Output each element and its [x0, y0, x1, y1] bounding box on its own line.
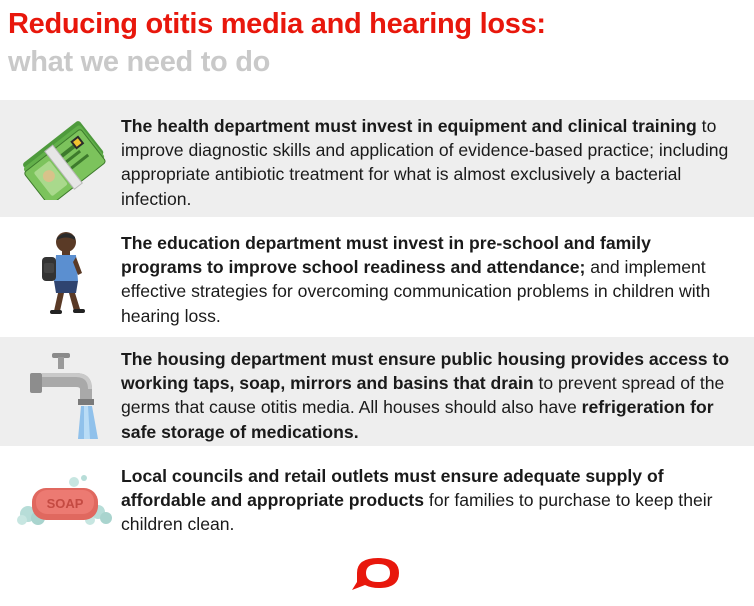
list-item-health — [0, 100, 754, 217]
list-item-councils — [0, 446, 754, 556]
page-subtitle: what we need to do — [8, 46, 271, 78]
list-item-housing — [0, 337, 754, 446]
soap-label: SOAP — [46, 496, 84, 511]
item-text: Local councils and retail outlets must ensure adequate supply of affordable and appropriate products for families to purchase to keep their children clean. — [121, 466, 713, 535]
item-text: The health department must invest in equipment and clinical training to improve diagnostic skills and application of evidence-based practice; including appropriate antibiotic treatment for what is almost exclusively a bacterial infection. — [121, 116, 729, 209]
item-text: The housing department must ensure public housing provides access to working taps, soap, mirrors and basins that drain to prevent spread of the germs that cause otitis media. All houses should also have refrigeration for safe storage of medications. — [121, 349, 730, 442]
the-conversation-logo-icon — [349, 554, 405, 592]
item-text: The education department must invest in pre-school and family programs to improve school readiness and attendance; and implement effective strategies for overcoming communication problems in children with hearing loss. — [121, 233, 711, 326]
page-title: Reducing otitis media and hearing loss: — [8, 8, 546, 40]
list-item-education — [0, 217, 754, 337]
